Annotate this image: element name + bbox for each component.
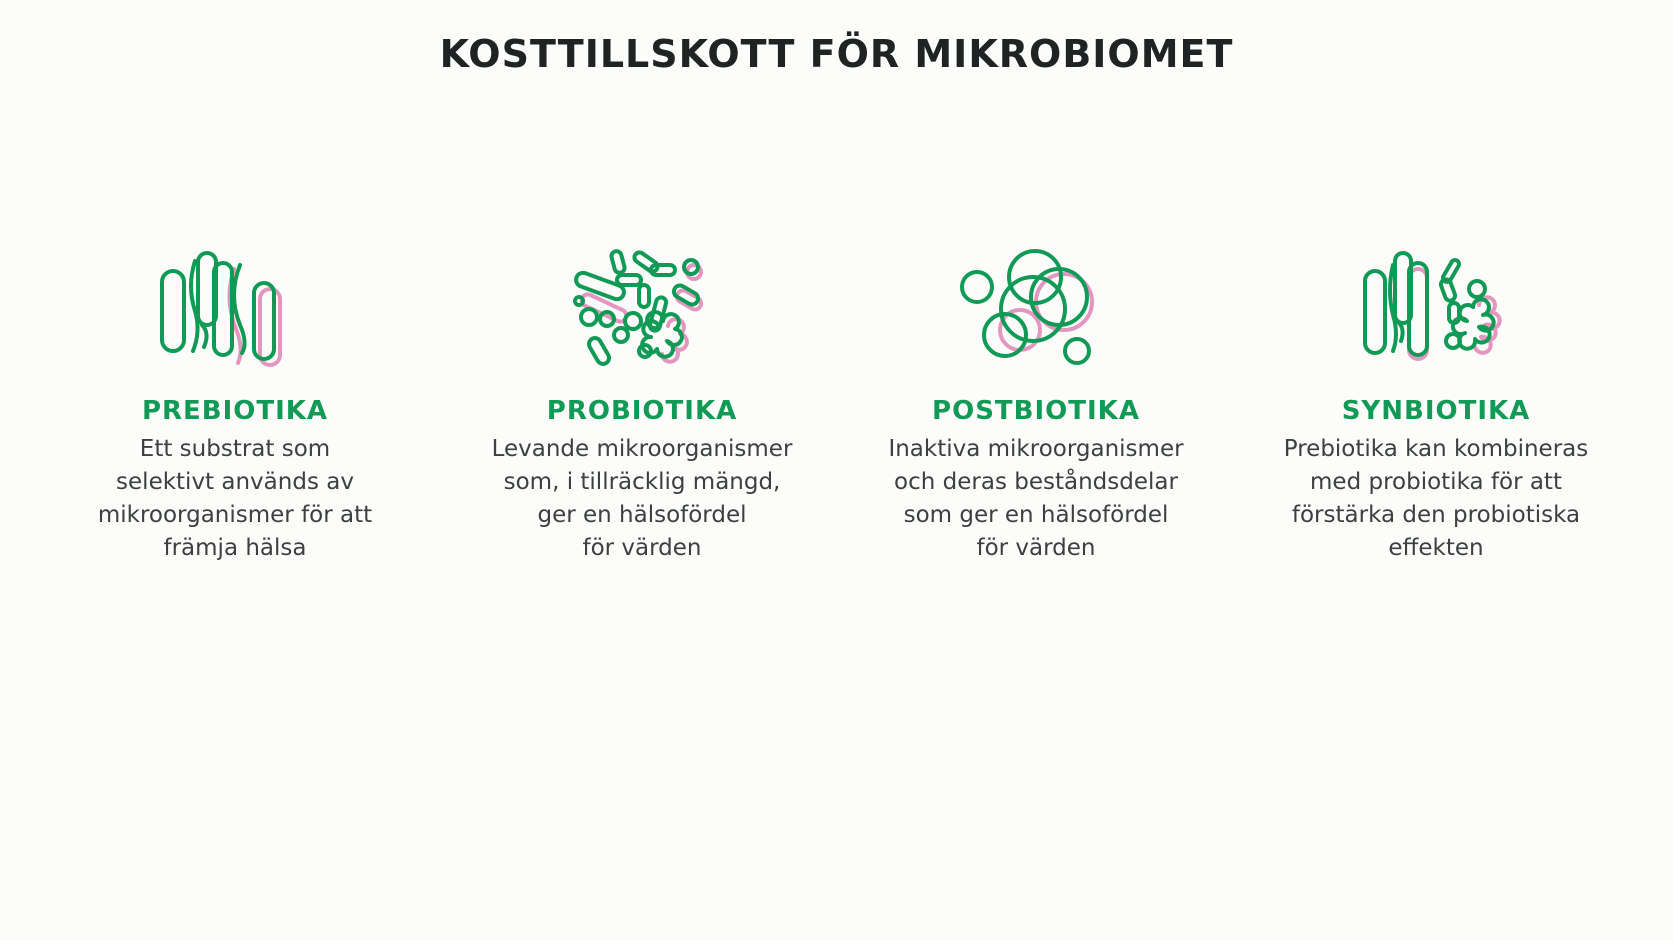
mixed-bacteria-icon <box>557 245 727 375</box>
card-description-line: Prebiotika kan kombineras <box>1283 436 1589 462</box>
card-title: SYNBIOTIKA <box>1341 396 1531 426</box>
card-description-line: som ger en hälsofördel <box>903 502 1169 528</box>
card-description-line: och deras beståndsdelar <box>894 469 1178 495</box>
card-title: POSTBIOTIKA <box>932 396 1140 426</box>
card-description-line: ger en hälsofördel <box>537 502 747 528</box>
card-description-line: selektivt används av <box>116 469 354 495</box>
card-description <box>462 433 822 565</box>
card-description <box>55 433 415 565</box>
card-synbiotika <box>1256 245 1616 565</box>
card-probiotika <box>462 245 822 565</box>
card-title: PROBIOTIKA <box>546 396 738 426</box>
card-title: PREBIOTIKA <box>141 396 329 426</box>
card-description-line: Ett substrat som <box>139 436 331 462</box>
card-description-line: främja hälsa <box>163 535 307 561</box>
card-description-line: effekten <box>1388 535 1484 561</box>
card-description-line: som, i tillräcklig mängd, <box>503 469 781 495</box>
card-description-line: för värden <box>976 535 1096 561</box>
card-row <box>0 245 1673 605</box>
card-description-line: Levande mikroorganismer <box>491 436 793 462</box>
inactive-cells-icon <box>951 245 1121 375</box>
rod-bacteria-icon <box>150 245 320 375</box>
card-description-line: för värden <box>582 535 702 561</box>
card-prebiotika <box>55 245 415 565</box>
card-description-line: Inaktiva mikroorganismer <box>888 436 1184 462</box>
combined-bacteria-icon <box>1351 245 1521 375</box>
card-postbiotika <box>856 245 1216 565</box>
card-description-line: mikroorganismer för att <box>97 502 373 528</box>
card-description <box>1256 433 1616 565</box>
page-title: KOSTTILLSKOTT FÖR MIKROBIOMET <box>439 32 1234 76</box>
card-description-line: med probiotika för att <box>1310 469 1562 495</box>
card-description <box>856 433 1216 565</box>
card-description-line: förstärka den probiotiska <box>1291 502 1581 528</box>
